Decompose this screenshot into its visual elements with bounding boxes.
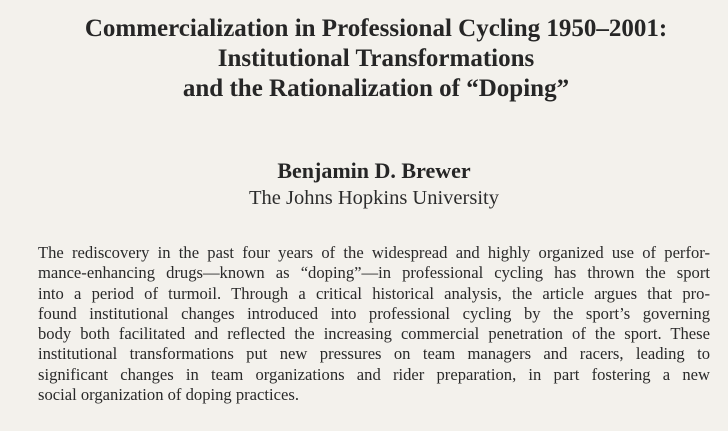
abstract-line-7: significant changes in team organizations and rider preparation, in part fostering a new bbox=[38, 364, 710, 384]
title-line-2: Institutional Transformations bbox=[217, 45, 535, 72]
abstract-line-8: social organization of doping practices. bbox=[38, 385, 299, 405]
abstract-line-1: The rediscovery in the past four years of the widespread and highly organized use of perfor- bbox=[38, 243, 710, 262]
title-line-3: and the Rationalization of “Doping” bbox=[182, 75, 570, 102]
author-block bbox=[38, 158, 710, 211]
abstract-line-3: into a period of turmoil. Through a critical historical analysis, the article argues that pro- bbox=[38, 283, 710, 303]
abstract bbox=[38, 243, 710, 405]
author-affiliation: The Johns Hopkins University bbox=[249, 187, 499, 209]
abstract-line-5: body both facilitated and reflected the increasing commercial penetration of the sport. These bbox=[38, 324, 710, 344]
article-title bbox=[38, 14, 710, 104]
abstract-line-4: found institutional changes introduced into professional cycling by the sport’s governing bbox=[38, 303, 710, 323]
author-name: Benjamin D. Brewer bbox=[277, 158, 471, 183]
abstract-line-2: mance-enhancing drugs—known as “doping”—in professional cycling has thrown the sport bbox=[38, 263, 710, 283]
title-line-1: Commercialization in Professional Cycling 1950–2001: bbox=[84, 15, 668, 42]
abstract-line-6: institutional transformations put new pressures on team managers and racers, leading to bbox=[38, 344, 710, 364]
